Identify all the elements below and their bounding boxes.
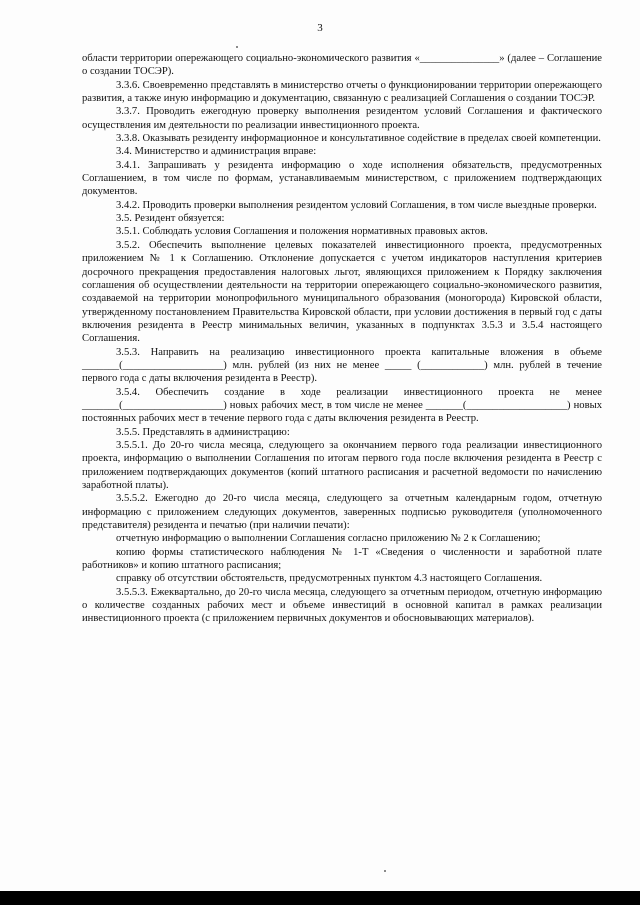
- list-item-report-info: отчетную информацию о выполнении Соглашения согласно приложению № 2 к Соглашению;: [116, 533, 541, 545]
- paragraph-3-3-6: 3.3.6. Своевременно представлять в министерство отчеты о функционировании территории опережающего развития, а также иную информацию и документацию, связанную с реализацией Соглашения о создании ТОСЭР.: [82, 79, 602, 105]
- paragraph-3-5-5: 3.5.5. Представлять в администрацию:: [116, 426, 290, 438]
- paragraph-3-5-5-3: 3.5.5.3. Ежеквартально, до 20-го числа месяца, следующего за отчетным периодом, отчетную информацию о количестве созданных рабочих мест и объеме инвестиций в основной капитал в рамках реализации инвестиционного проекта (с приложением первичных документов и обосновывающих материалов).: [82, 586, 602, 625]
- scan-speck: [384, 870, 386, 872]
- list-item-certificate: справку об отсутствии обстоятельств, предусмотренных пунктом 4.3 настоящего Соглашения.: [116, 573, 543, 585]
- paragraph-3-5-5-1: 3.5.5.1. До 20-го числа месяца, следующего за окончанием первого года реализации инвестиционного проекта, информацию о выполнении Соглашения по итогам первого года после включения резидента в Реестр с приложением подтверждающих документов (копий штатного расписания и расчетной ведомости по начислению заработной платы).: [82, 439, 602, 491]
- paragraph-3-5-4: 3.5.4. Обеспечить создание в ходе реализации инвестиционного проекта не менее _______(___________________) новых рабочих мест, в том числе не менее _______(___________________) новых постоянных рабочих мест в течение первого года с даты включения резидента в Реестр.: [82, 386, 602, 425]
- paragraph-3-5-2: 3.5.2. Обеспечить выполнение целевых показателей инвестиционного проекта, предусмотренных приложением № 1 к Соглашению. Отклонение допускается с учетом индикаторов наступления критериев досрочного прекращения предоставления налоговых льгот, являющихся приложением к Порядку заключения соглашения об осуществлении деятельности на территории опережающего социально-экономического развития, создаваемой на территории монопрофильного муниципального образования (моногорода) Кировской области, утвержденному постановлением Правительства Кировской области, при условии достижения в первый год с даты включения резидента в Реестр минимальных величин, указанных в подпунктах 3.5.3 и 3.5.4 настоящего Соглашения.: [82, 239, 602, 345]
- document-body: [82, 52, 602, 626]
- paragraph-3-4-2: 3.4.2. Проводить проверки выполнения резидентом условий Соглашения, в том числе выездные проверки.: [116, 199, 597, 211]
- paragraph-3-3-7: 3.3.7. Проводить ежегодную проверку выполнения резидентом условий Соглашения и фактического осуществления им деятельности по реализации инвестиционного проекта.: [82, 106, 602, 131]
- scan-speck: [236, 46, 238, 48]
- paragraph-3-5-5-2: 3.5.5.2. Ежегодно до 20-го числа месяца, следующего за отчетным календарным годом, отчетную информацию с приложением следующих документов, заверенных подписью руководителя (уполномоченного представителя) резидента и печатью (при наличии печати):: [82, 493, 602, 532]
- paragraph-tosar-continuation: области территории опережающего социально-экономического развития «_______________» (далее – Соглашение о создании ТОСЭР).: [82, 53, 602, 78]
- paragraph-3-5-1: 3.5.1. Соблюдать условия Соглашения и положения нормативных правовых актов.: [116, 226, 488, 238]
- paragraph-3-4-1: 3.4.1. Запрашивать у резидента информацию о ходе исполнения обязательств, предусмотренных Соглашением, в том числе по формам, устанавливаемым министерством, с приложением подтверждающих документов.: [82, 159, 602, 198]
- paragraph-3-5-3: 3.5.3. Направить на реализацию инвестиционного проекта капитальные вложения в объеме _______(___________________) млн. рублей (из них не менее _____ (____________) млн. рублей в течение первого года с даты включения резидента в Реестр).: [82, 346, 602, 385]
- page-number: 3: [317, 22, 323, 34]
- scan-bottom-edge: [0, 891, 640, 905]
- list-item-form-1t: копию формы статистического наблюдения № 1-Т «Сведения о численности и заработной плате работников» и копию штатного расписания;: [82, 546, 602, 572]
- paragraph-3-3-8: 3.3.8. Оказывать резиденту информационное и консультативное содействие в пределах своей компетенции.: [116, 133, 601, 145]
- paragraph-3-4: 3.4. Министерство и администрация вправе:: [116, 146, 317, 158]
- paragraph-3-5: 3.5. Резидент обязуется:: [116, 213, 225, 225]
